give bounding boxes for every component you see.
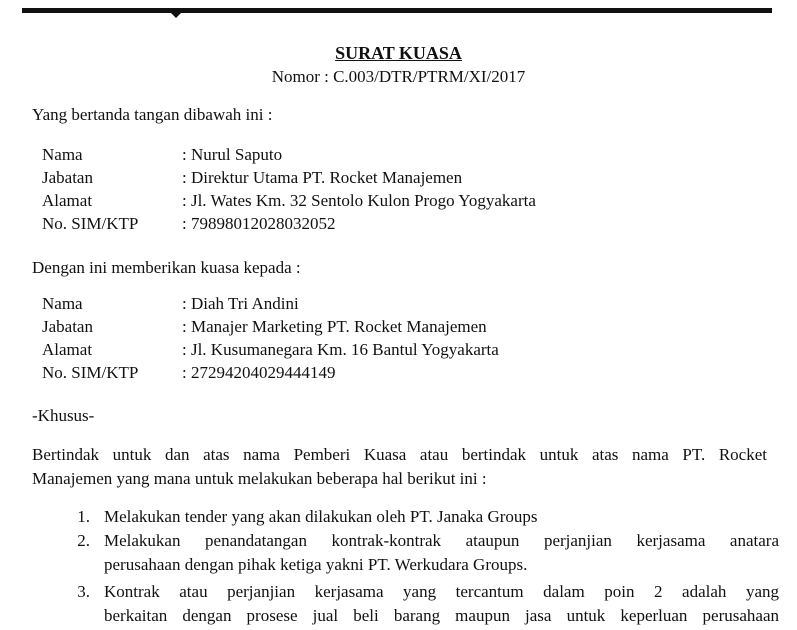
grant-statement: Dengan ini memberikan kuasa kepada : (32, 258, 301, 277)
grantee-position-row (42, 315, 499, 338)
grantee-name: : Diah Tri Andini (182, 294, 299, 313)
field-label: No. SIM/KTP (42, 363, 139, 382)
list-number: 3. (77, 582, 90, 601)
list-line: perusahaan dengan pihak ketiga yakni PT. Werkudara Groups. (104, 555, 528, 574)
grantor-position: : Direktur Utama PT. Rocket Manajemen (182, 168, 463, 187)
special-heading: -Khusus- (32, 406, 95, 425)
list-number: 1. (77, 507, 90, 526)
grantee-id-row (42, 361, 499, 384)
list-line: Melakukan tender yang akan dilakukan oleh PT. Janaka Groups (104, 507, 538, 526)
document-title: SURAT KUASA (335, 43, 462, 63)
list-number: 2. (77, 531, 90, 550)
field-label: Alamat (42, 191, 93, 210)
grantor-position-row (42, 166, 536, 189)
list-item (32, 580, 779, 628)
grantor-id-number: : 79898012028032052 (182, 214, 336, 233)
body-paragraph (32, 443, 767, 491)
grantee-address-row (42, 338, 499, 361)
intro-text: Yang bertanda tangan dibawah ini : (32, 105, 273, 124)
grantee-position: : Manajer Marketing PT. Rocket Manajemen (182, 317, 487, 336)
list-line: Melakukan penandatangan kontrak-kontrak ataupun perjanjian kerjasama anatara (104, 531, 779, 550)
grantor-id-row (42, 212, 536, 235)
list-item (32, 505, 779, 529)
grantor-address: : Jl. Wates Km. 32 Sentolo Kulon Progo Yogyakarta (182, 191, 536, 210)
field-label: No. SIM/KTP (42, 214, 139, 233)
document-number: Nomor : C.003/DTR/PTRM/XI/2017 (271, 67, 526, 86)
grantor-details (42, 143, 536, 235)
list-text (90, 529, 779, 577)
grantor-name: : Nurul Saputo (182, 145, 283, 164)
task-list (32, 505, 779, 628)
letterhead-rule (22, 8, 772, 13)
list-line: berkaitan dengan prosese jual beli barang maupun jasa untuk keperluan perusahaan (104, 606, 779, 625)
grantee-address: : Jl. Kusumanegara Km. 16 Bantul Yogyakarta (182, 340, 499, 359)
list-line: Kontrak atau perjanjian kerjasama yang tercantum dalam poin 2 adalah yang (104, 582, 779, 601)
grantor-address-row (42, 189, 536, 212)
list-item (32, 529, 779, 577)
body-line: Manajemen yang mana untuk melakukan beberapa hal berikut ini : (32, 469, 487, 488)
grantee-name-row (42, 292, 499, 315)
field-label: Jabatan (42, 317, 93, 336)
grantee-id-number: : 27294204029444149 (182, 363, 336, 382)
grantor-name-row (42, 143, 536, 166)
body-line: Bertindak untuk dan atas nama Pemberi Kuasa atau bertindak untuk atas nama PT. Rocket (32, 445, 767, 464)
field-label: Nama (42, 145, 83, 164)
letterhead-notch (170, 12, 182, 18)
field-label: Alamat (42, 340, 93, 359)
list-text (90, 580, 779, 628)
field-label: Nama (42, 294, 83, 313)
grantee-details (42, 292, 499, 384)
list-text (90, 505, 779, 529)
field-label: Jabatan (42, 168, 93, 187)
